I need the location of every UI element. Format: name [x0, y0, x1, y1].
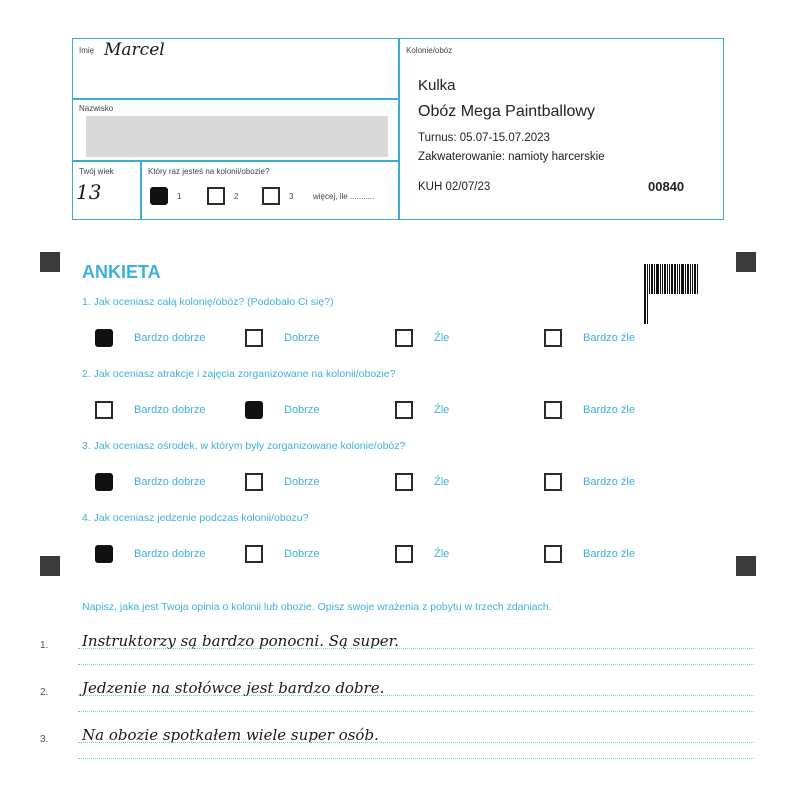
rating-checkbox[interactable]: [395, 329, 413, 347]
question-text: 4. Jak oceniasz jedzenie podczas kolonii/obozu?: [82, 512, 309, 524]
rating-checkbox[interactable]: [245, 329, 263, 347]
rating-option-label: Bardzo źle: [583, 476, 635, 488]
times-option-label: 2: [234, 192, 239, 201]
answer-number: 3.: [40, 734, 49, 745]
rating-option-label: Dobrze: [284, 476, 320, 488]
answer-text: Na obozie spotkałem wiele super osób.: [82, 726, 379, 744]
rating-checkbox[interactable]: [95, 401, 113, 419]
divider: [140, 160, 142, 220]
answer-number: 1.: [40, 640, 49, 651]
age-label: Twój wiek: [79, 167, 114, 176]
rating-option-label: Dobrze: [284, 404, 320, 416]
answer-number: 2.: [40, 687, 49, 698]
camp-name: Kulka: [418, 77, 456, 94]
rating-checkbox[interactable]: [245, 545, 263, 563]
times-more-label: więcej, ile ...........: [313, 192, 375, 201]
rating-option-label: Bardzo dobrze: [134, 548, 206, 560]
times-checkbox-3[interactable]: [262, 187, 280, 205]
rating-checkbox[interactable]: [95, 473, 113, 491]
question-text: 3. Jak oceniasz ośrodek, w którym były zorganizowane kolonie/obóz?: [82, 440, 406, 452]
rating-option-label: Bardzo źle: [583, 404, 635, 416]
dotted-line: [78, 758, 754, 759]
surname-label: Nazwisko: [79, 104, 114, 113]
name-value: Marcel: [104, 40, 165, 60]
number: 00840: [648, 179, 685, 194]
rating-option-label: Bardzo źle: [583, 332, 635, 344]
rating-checkbox[interactable]: [395, 401, 413, 419]
dotted-line: [78, 711, 754, 712]
rating-option-label: Bardzo źle: [583, 548, 635, 560]
name-label: Imię: [79, 46, 95, 55]
turnus: Turnus: 05.07-15.07.2023: [418, 132, 550, 144]
rating-option-label: Źle: [434, 476, 450, 488]
rating-option-label: Źle: [434, 404, 450, 416]
rating-option-label: Bardzo dobrze: [134, 404, 206, 416]
opinion-prompt: Napisz, jaka jest Twoja opinia o kolonii lub obozie. Opisz swoje wrażenia z pobytu w trzech zdaniach.: [82, 601, 552, 613]
surname-redaction: [86, 116, 388, 157]
rating-option-label: Dobrze: [284, 332, 320, 344]
times-option-label: 3: [289, 192, 294, 201]
rating-checkbox[interactable]: [544, 329, 562, 347]
times-option-label: 1: [177, 192, 182, 201]
survey-title: ANKIETA: [82, 262, 161, 282]
rating-checkbox[interactable]: [245, 473, 263, 491]
registration-mark: [40, 556, 60, 576]
rating-checkbox[interactable]: [395, 545, 413, 563]
rating-option-label: Bardzo dobrze: [134, 476, 206, 488]
registration-mark: [736, 252, 756, 272]
age-value: 13: [76, 180, 102, 204]
divider: [72, 98, 399, 100]
registration-mark: [736, 556, 756, 576]
dotted-line: [78, 695, 754, 696]
rating-checkbox[interactable]: [395, 473, 413, 491]
divider: [398, 38, 400, 220]
times-checkbox-2[interactable]: [207, 187, 225, 205]
rating-checkbox[interactable]: [544, 473, 562, 491]
rating-checkbox[interactable]: [544, 401, 562, 419]
times-label: Który raz jesteś na kolonii/obozie?: [148, 167, 270, 176]
registration-mark: [40, 252, 60, 272]
camp-label: Kolonie/obóz: [406, 46, 453, 55]
rating-option-label: Bardzo dobrze: [134, 332, 206, 344]
rating-checkbox[interactable]: [95, 329, 113, 347]
camp-title: Obóz Mega Paintballowy: [418, 103, 595, 120]
rating-option-label: Źle: [434, 548, 450, 560]
question-text: 2. Jak oceniasz atrakcje i zajęcia zorganizowane na kolonii/obozie?: [82, 368, 396, 380]
rating-option-label: Dobrze: [284, 548, 320, 560]
question-text: 1. Jak oceniasz całą kolonię/obóz? (Podobało Ci się?): [82, 296, 334, 308]
rating-option-label: Źle: [434, 332, 450, 344]
rating-checkbox[interactable]: [544, 545, 562, 563]
dotted-line: [78, 742, 754, 743]
answer-text: Jedzenie na stołówce jest bardzo dobre.: [82, 679, 385, 697]
times-checkbox-1[interactable]: [150, 187, 168, 205]
dotted-line: [78, 648, 754, 649]
barcode-icon: [644, 264, 700, 294]
rating-checkbox[interactable]: [245, 401, 263, 419]
divider: [72, 160, 399, 162]
code: KUH 02/07/23: [418, 181, 491, 193]
dotted-line: [78, 664, 754, 665]
accommodation: Zakwaterowanie: namioty harcerskie: [418, 151, 605, 163]
rating-checkbox[interactable]: [95, 545, 113, 563]
answer-text: Instruktorzy są bardzo ponocni. Są super.: [82, 632, 399, 650]
